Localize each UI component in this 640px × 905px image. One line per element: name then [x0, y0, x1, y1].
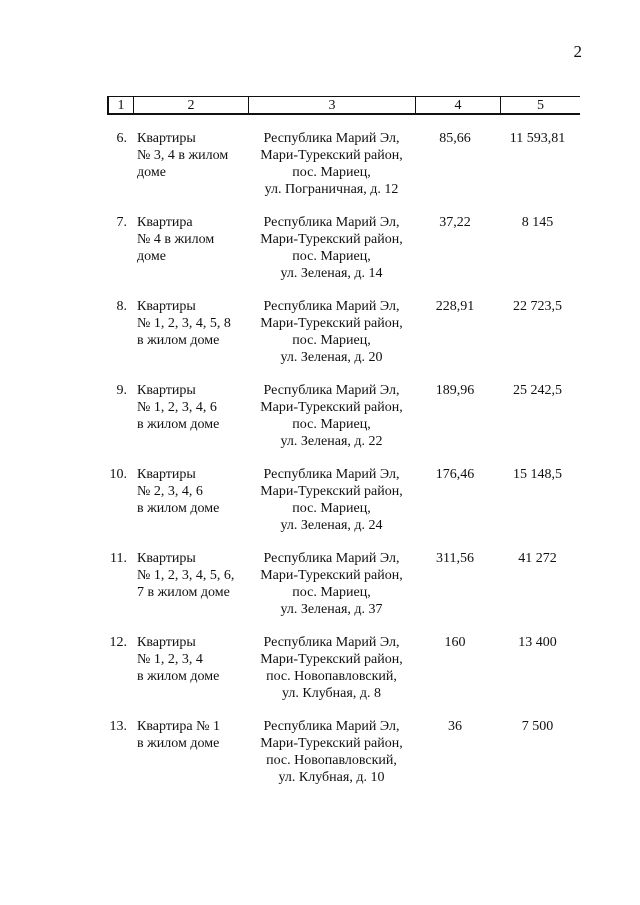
- column-header-1: 1: [107, 96, 133, 115]
- object-cell: Квартира № 4 в жилом доме: [137, 215, 215, 264]
- area-cell: 85,66: [439, 131, 471, 146]
- object-cell: Квартиры № 3, 4 в жилом доме: [137, 131, 229, 180]
- table-body: [0, 130, 640, 802]
- table-row: [0, 466, 640, 550]
- table-row: [0, 130, 640, 214]
- row-number: 10.: [109, 467, 127, 482]
- table-row: [0, 634, 640, 718]
- address-cell: Республика Марий Эл, Мари-Турекский район, пос. Мариец, ул. Зеленая, д. 37: [260, 551, 403, 617]
- table-column-header-row: [107, 96, 580, 115]
- cost-cell: 7 500: [521, 719, 554, 734]
- cost-cell: 22 723,5: [513, 299, 562, 314]
- object-cell: Квартиры № 1, 2, 3, 4 в жилом доме: [137, 635, 220, 684]
- row-number: 12.: [109, 635, 127, 650]
- object-cell: Квартиры № 1, 2, 3, 4, 6 в жилом доме: [137, 383, 220, 432]
- row-number: 6.: [116, 131, 127, 146]
- address-cell: Республика Марий Эл, Мари-Турекский район, пос. Мариец, ул. Пограничная, д. 12: [260, 131, 403, 197]
- object-cell: Квартиры № 1, 2, 3, 4, 5, 8 в жилом доме: [137, 299, 231, 348]
- area-cell: 311,56: [436, 551, 474, 566]
- cost-cell: 13 400: [518, 635, 557, 650]
- column-header-4: 4: [415, 96, 500, 115]
- page-number: 2: [573, 42, 582, 61]
- object-cell: Квартиры № 1, 2, 3, 4, 5, 6, 7 в жилом доме: [137, 551, 235, 600]
- table-row: [0, 718, 640, 802]
- address-cell: Республика Марий Эл, Мари-Турекский район, пос. Новопавловский, ул. Клубная, д. 10: [260, 719, 403, 785]
- area-cell: 228,91: [435, 299, 475, 314]
- address-cell: Республика Марий Эл, Мари-Турекский район, пос. Новопавловский, ул. Клубная, д. 8: [260, 635, 403, 701]
- table-row: [0, 298, 640, 382]
- area-cell: 160: [444, 635, 466, 650]
- area-cell: 36: [448, 719, 462, 734]
- address-cell: Республика Марий Эл, Мари-Турекский район, пос. Мариец, ул. Зеленая, д. 22: [260, 383, 403, 449]
- table-row: [0, 214, 640, 298]
- cost-cell: 41 272: [518, 551, 557, 566]
- column-header-2: 2: [133, 96, 248, 115]
- object-cell: Квартиры № 2, 3, 4, 6 в жилом доме: [137, 467, 220, 516]
- area-cell: 189,96: [435, 383, 475, 398]
- row-number: 8.: [116, 299, 127, 314]
- cost-cell: 25 242,5: [513, 383, 562, 398]
- cost-cell: 11 593,81: [509, 131, 566, 146]
- row-number: 7.: [116, 215, 127, 230]
- address-cell: Республика Марий Эл, Мари-Турекский район, пос. Мариец, ул. Зеленая, д. 14: [260, 215, 403, 281]
- cost-cell: 15 148,5: [513, 467, 562, 482]
- address-cell: Республика Марий Эл, Мари-Турекский район, пос. Мариец, ул. Зеленая, д. 20: [260, 299, 403, 365]
- object-cell: Квартира № 1 в жилом доме: [137, 719, 220, 751]
- column-header-3: 3: [248, 96, 415, 115]
- row-number: 9.: [116, 383, 127, 398]
- row-number: 13.: [109, 719, 127, 734]
- area-cell: 176,46: [435, 467, 475, 482]
- table-row: [0, 550, 640, 634]
- table-row: [0, 382, 640, 466]
- area-cell: 37,22: [439, 215, 471, 230]
- row-number: 11.: [110, 551, 127, 566]
- address-cell: Республика Марий Эл, Мари-Турекский район, пос. Мариец, ул. Зеленая, д. 24: [260, 467, 403, 533]
- cost-cell: 8 145: [521, 215, 554, 230]
- column-header-5: 5: [500, 96, 580, 115]
